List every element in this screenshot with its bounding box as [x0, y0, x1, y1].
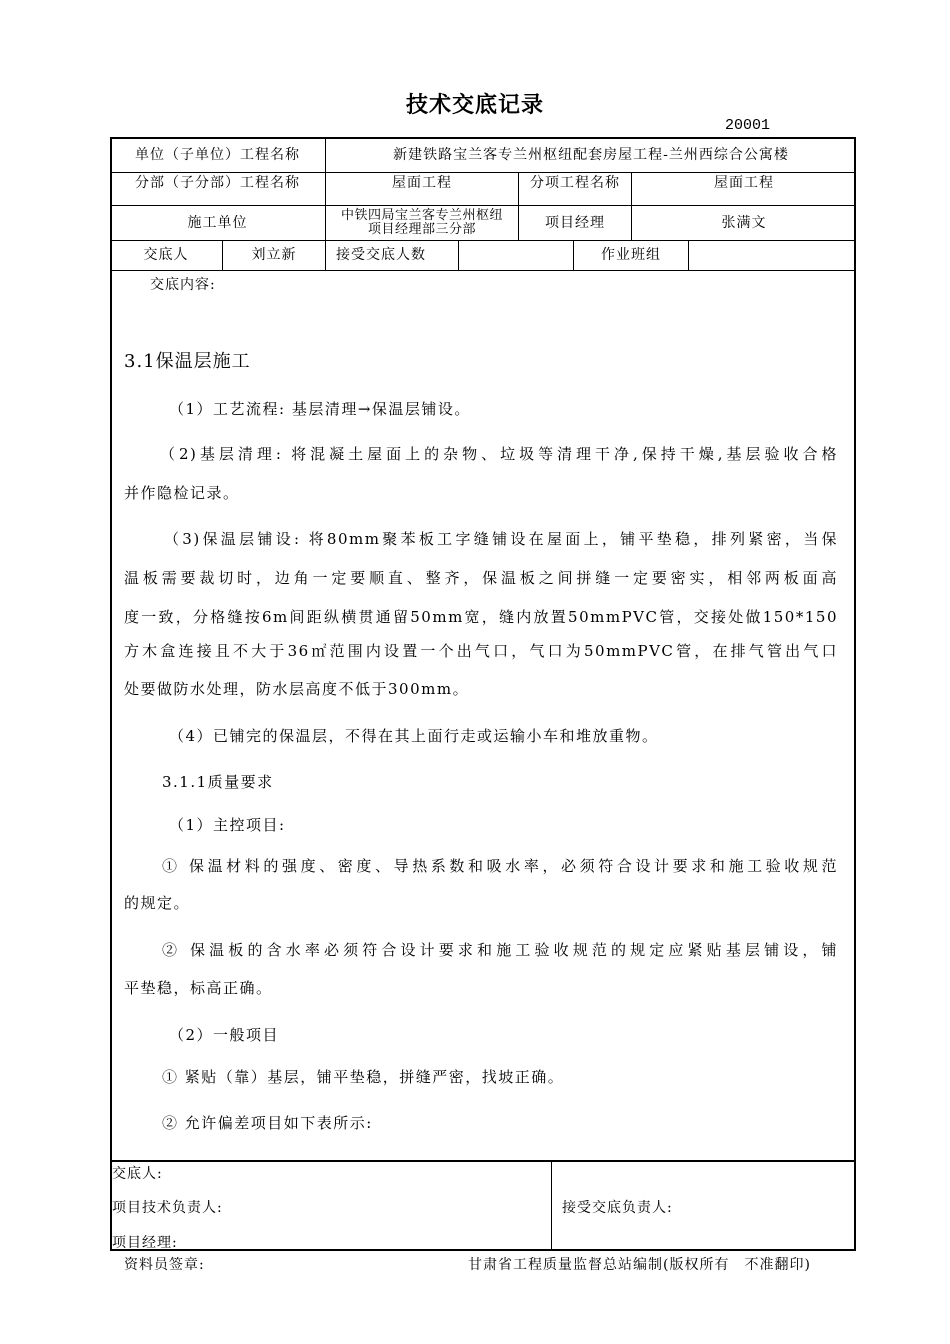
publisher-note: 甘肃省工程质量监督总站编制(版权所有 不准翻印) [468, 1257, 811, 1273]
content-line: ② 允许偏差项目如下表所示: [162, 1114, 373, 1132]
content-line: 3.1.1质量要求 [162, 773, 274, 791]
content-line: （1）主控项目: [169, 816, 286, 834]
subdivision-label: 分部（子分部）工程名称 [135, 174, 300, 191]
pm-value: 张满文 [721, 214, 767, 231]
contractor-value-line2: 项目经理部三分部 [367, 222, 476, 237]
tech-lead-signature: 项目技术负责人: [112, 1200, 223, 1216]
archivist-stamp: 资料员签章: [124, 1257, 205, 1273]
content-line: （2)基层清理: 将混凝土屋面上的杂物、垃圾等清理干净,保持干燥,基层验收合格 [160, 445, 838, 463]
content-line: （1）工艺流程: 基层清理→保温层铺设。 [169, 400, 471, 418]
section-heading: 3.1保温层施工 [124, 351, 251, 372]
content-line: 方木盒连接且不大于36㎡范围内设置一个出气口，气口为50mmPVC管，在排气管出气口 [124, 642, 838, 660]
content-line: 处要做防水处理，防水层高度不低于300mm。 [124, 680, 470, 698]
discloser-signature: 交底人: [112, 1166, 163, 1182]
content-line: ① 紧贴（靠）基层，铺平垫稳，拼缝严密，找坡正确。 [162, 1068, 565, 1086]
signature-column-divider [551, 1160, 552, 1251]
signature-divider [110, 1160, 856, 1162]
content-line: ② 保温板的含水率必须符合设计要求和施工验收规范的规定应紧贴基层铺设，铺 [162, 941, 838, 959]
discloser-value: 刘立新 [251, 247, 297, 263]
content-line: （3)保温层铺设: 将80mm聚苯板工字缝铺设在屋面上，铺平垫稳，排列紧密，当保 [164, 530, 838, 548]
discloser-label: 交底人 [143, 247, 189, 263]
subdivision-value: 屋面工程 [392, 174, 452, 191]
unit-project-value: 新建铁路宝兰客专兰州枢纽配套房屋工程-兰州西综合公寓楼 [393, 146, 789, 163]
contractor-label: 施工单位 [187, 214, 248, 231]
team-label: 作业班组 [601, 247, 661, 263]
content-label: 交底内容: [150, 277, 216, 293]
receivers-label: 接受交底人数 [336, 247, 426, 263]
content-line: （2）一般项目 [169, 1026, 280, 1044]
contractor-value [326, 206, 518, 240]
content-line: 的规定。 [124, 894, 191, 912]
content-line: 并作隐检记录。 [124, 484, 240, 502]
document-number: 20001 [725, 117, 771, 134]
content-line: 温板需要裁切时，边角一定要顺直、整齐，保温板之间拼缝一定要密实，相邻两板面高 [124, 569, 838, 587]
contractor-value-line1: 中铁四局宝兰客专兰州枢纽 [340, 208, 503, 223]
content-line: （4）已铺完的保温层，不得在其上面行走或运输小车和堆放重物。 [169, 727, 659, 745]
subitem-value: 屋面工程 [714, 174, 774, 191]
receivers-value[interactable] [459, 241, 573, 270]
unit-project-label: 单位（子单位）工程名称 [135, 146, 300, 163]
content-line: 平垫稳，标高正确。 [124, 979, 273, 997]
subitem-label: 分项工程名称 [530, 174, 620, 191]
receiver-lead-signature: 接受交底负责人: [562, 1200, 673, 1216]
pm-signature: 项目经理: [112, 1235, 178, 1251]
content-line: 度一致，分格缝按6m间距纵横贯通留50mm宽，缝内放置50mmPVC管，交接处做150*150 [124, 608, 838, 626]
team-value[interactable] [689, 241, 856, 270]
document-title: 技术交底记录 [405, 93, 544, 118]
pm-label: 项目经理 [545, 214, 605, 231]
content-line: ① 保温材料的强度、密度、导热系数和吸水率，必须符合设计要求和施工验收规范 [162, 857, 838, 875]
